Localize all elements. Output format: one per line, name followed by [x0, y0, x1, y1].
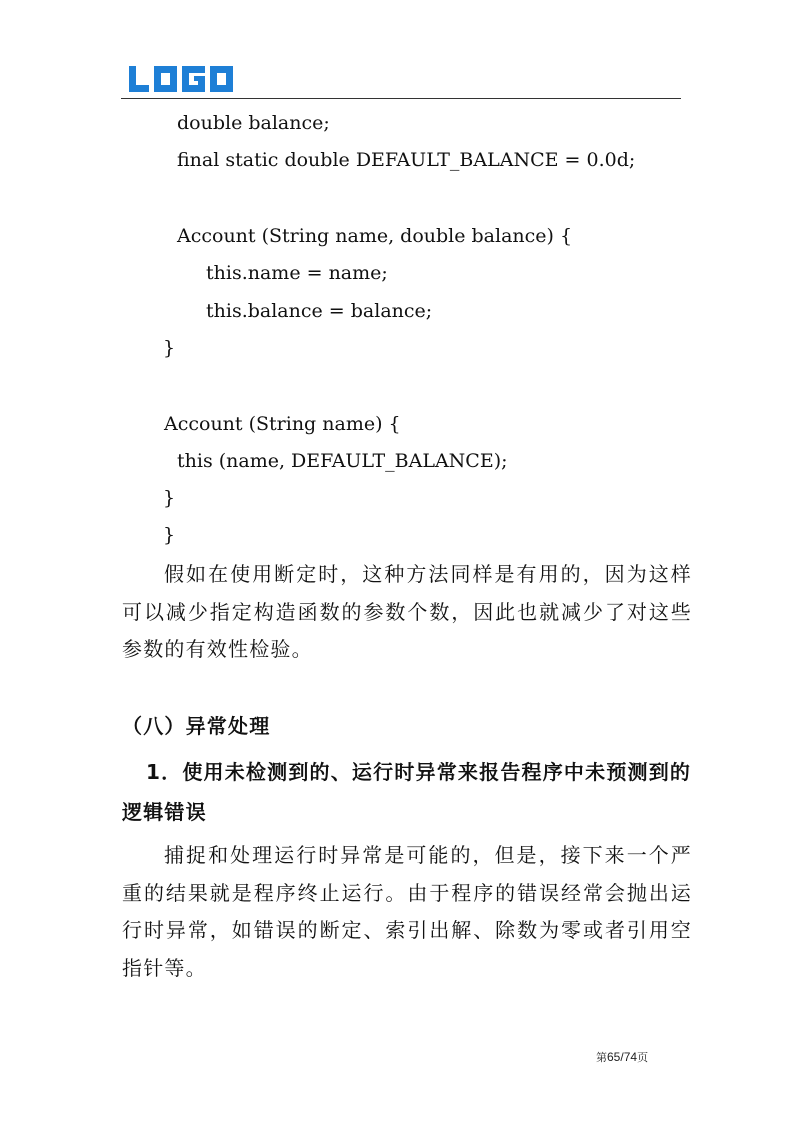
subsection-heading: 1．使用未检测到的、运行时异常来报告程序中未预测到的逻辑错误 — [122, 760, 692, 824]
page-separator: / — [620, 1050, 624, 1064]
body-paragraph: 假如在使用断定时，这种方法同样是有用的，因为这样可以减少指定构造函数的参数个数，因此也就减少了对这些参数的有效性检验。 — [122, 562, 692, 661]
page-current: 65 — [607, 1050, 621, 1064]
code-line: this.name = name; — [206, 262, 388, 284]
body-paragraph: 捕捉和处理运行时异常是可能的，但是，接下来一个严重的结果就是程序终止运行。由于程序的错误经常会抛出运行时异常，如错误的断定、索引出解、除数为零或者引用空指针等。 — [122, 843, 692, 980]
code-line: } — [163, 524, 176, 546]
page-total: 74 — [623, 1050, 638, 1064]
code-line: double balance; — [177, 112, 330, 134]
page-prefix: 第 — [596, 1052, 607, 1064]
logo — [127, 60, 237, 98]
code-line: } — [163, 487, 176, 509]
code-line: this (name, DEFAULT_BALANCE); — [177, 450, 508, 472]
code-line: final static double DEFAULT_BALANCE = 0.0d; — [177, 149, 636, 171]
header-divider — [121, 98, 681, 99]
page-suffix: 页 — [637, 1052, 649, 1064]
code-line: Account (String name, double balance) { — [177, 225, 573, 247]
code-line: } — [163, 337, 176, 359]
section-heading: （八）异常处理 — [122, 714, 271, 738]
logo-text: LOGO — [127, 60, 131, 61]
code-line: Account (String name) { — [164, 413, 401, 435]
page-number — [596, 1049, 648, 1065]
code-line: this.balance = balance; — [206, 300, 433, 322]
